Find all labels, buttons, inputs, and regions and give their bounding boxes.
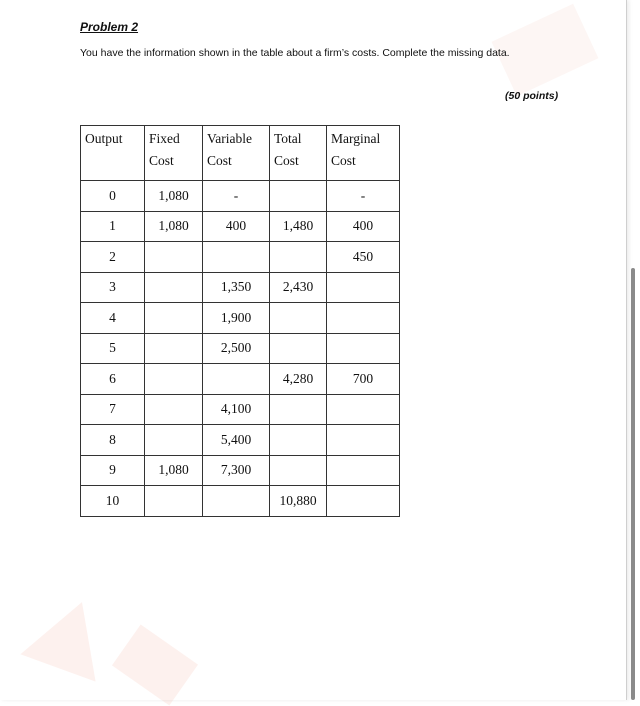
cell-output: 1 bbox=[81, 211, 145, 242]
cell-variable-cost: 5,400 bbox=[203, 425, 270, 456]
cell-marginal-cost bbox=[327, 272, 400, 303]
cell-fixed-cost bbox=[145, 333, 203, 364]
cell-variable-cost: 1,900 bbox=[203, 303, 270, 334]
cell-marginal-cost: 400 bbox=[327, 211, 400, 242]
cell-output: 10 bbox=[81, 486, 145, 517]
cell-marginal-cost bbox=[327, 486, 400, 517]
cell-variable-cost: 4,100 bbox=[203, 394, 270, 425]
cell-fixed-cost bbox=[145, 486, 203, 517]
cell-output: 7 bbox=[81, 394, 145, 425]
cell-fixed-cost bbox=[145, 425, 203, 456]
cell-output: 3 bbox=[81, 272, 145, 303]
cell-marginal-cost bbox=[327, 333, 400, 364]
cell-output: 4 bbox=[81, 303, 145, 334]
cell-total-cost bbox=[270, 181, 327, 212]
vertical-scrollbar[interactable] bbox=[631, 268, 635, 700]
header-variable-cost: Variable Cost bbox=[203, 126, 270, 181]
cell-variable-cost bbox=[203, 364, 270, 395]
cell-variable-cost: 1,350 bbox=[203, 272, 270, 303]
cell-variable-cost bbox=[203, 486, 270, 517]
cell-marginal-cost: 700 bbox=[327, 364, 400, 395]
cell-marginal-cost bbox=[327, 303, 400, 334]
table-row bbox=[81, 333, 400, 364]
table-row bbox=[81, 303, 400, 334]
cell-total-cost: 4,280 bbox=[270, 364, 327, 395]
cell-marginal-cost bbox=[327, 455, 400, 486]
cell-fixed-cost bbox=[145, 242, 203, 273]
cell-variable-cost bbox=[203, 242, 270, 273]
cell-total-cost bbox=[270, 425, 327, 456]
table-row bbox=[81, 364, 400, 395]
cell-fixed-cost bbox=[145, 303, 203, 334]
header-total-cost: Total Cost bbox=[270, 126, 327, 181]
cell-variable-cost: 7,300 bbox=[203, 455, 270, 486]
cell-total-cost bbox=[270, 455, 327, 486]
cost-table bbox=[80, 125, 400, 517]
cell-fixed-cost: 1,080 bbox=[145, 211, 203, 242]
table-row bbox=[81, 181, 400, 212]
cell-variable-cost: - bbox=[203, 181, 270, 212]
table-row bbox=[81, 425, 400, 456]
cell-marginal-cost: 450 bbox=[327, 242, 400, 273]
table-row bbox=[81, 242, 400, 273]
cell-output: 5 bbox=[81, 333, 145, 364]
problem-instructions: You have the information shown in the table about a firm’s costs. Complete the missing data. bbox=[80, 47, 510, 59]
cell-total-cost: 2,430 bbox=[270, 272, 327, 303]
cell-fixed-cost bbox=[145, 364, 203, 395]
cell-output: 9 bbox=[81, 455, 145, 486]
cell-variable-cost: 2,500 bbox=[203, 333, 270, 364]
background-decoration bbox=[112, 624, 198, 705]
cell-output: 8 bbox=[81, 425, 145, 456]
cell-total-cost bbox=[270, 394, 327, 425]
cell-total-cost bbox=[270, 303, 327, 334]
cell-variable-cost: 400 bbox=[203, 211, 270, 242]
background-decoration bbox=[20, 588, 119, 681]
table-row bbox=[81, 211, 400, 242]
cell-total-cost bbox=[270, 242, 327, 273]
table-row bbox=[81, 455, 400, 486]
cell-output: 0 bbox=[81, 181, 145, 212]
header-row bbox=[81, 126, 400, 181]
header-marginal-cost: Marginal Cost bbox=[327, 126, 400, 181]
cell-total-cost: 10,880 bbox=[270, 486, 327, 517]
cell-marginal-cost bbox=[327, 394, 400, 425]
table-row bbox=[81, 394, 400, 425]
cell-total-cost: 1,480 bbox=[270, 211, 327, 242]
cell-output: 2 bbox=[81, 242, 145, 273]
cell-fixed-cost bbox=[145, 272, 203, 303]
header-output: Output bbox=[81, 126, 145, 181]
table-row bbox=[81, 272, 400, 303]
cell-fixed-cost: 1,080 bbox=[145, 181, 203, 212]
table-row bbox=[81, 486, 400, 517]
cell-fixed-cost bbox=[145, 394, 203, 425]
cell-marginal-cost: - bbox=[327, 181, 400, 212]
cell-marginal-cost bbox=[327, 425, 400, 456]
cell-total-cost bbox=[270, 333, 327, 364]
points-label: (50 points) bbox=[505, 90, 559, 102]
cell-output: 6 bbox=[81, 364, 145, 395]
header-fixed-cost: Fixed Cost bbox=[145, 126, 203, 181]
problem-title: Problem 2 bbox=[80, 20, 139, 34]
cell-fixed-cost: 1,080 bbox=[145, 455, 203, 486]
